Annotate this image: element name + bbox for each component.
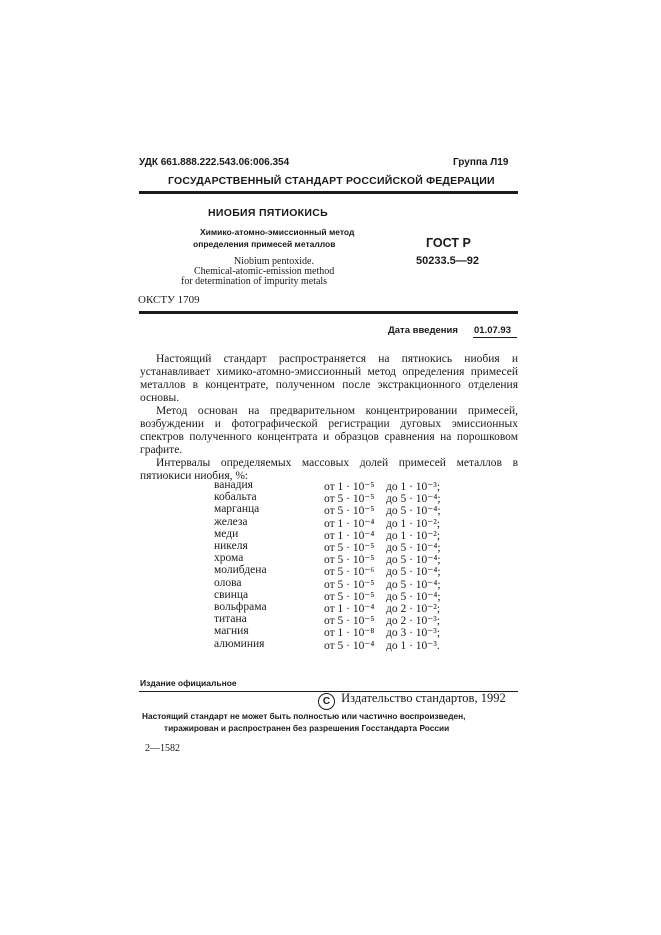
intro-date-underline <box>473 337 517 338</box>
element-name: молибдена <box>214 564 267 577</box>
element-name: алюминия <box>214 637 265 650</box>
range-row <box>214 540 454 552</box>
range-to: до 5 · 10⁻⁴; <box>386 590 441 603</box>
element-name: железа <box>214 515 248 528</box>
range-to: до 1 · 10⁻³; <box>386 481 441 493</box>
range-from: от 5 · 10⁻⁵ <box>324 578 375 591</box>
gost-number: 50233.5—92 <box>416 255 479 267</box>
range-to: до 1 · 10⁻²; <box>386 517 441 530</box>
element-name: хрома <box>214 552 244 565</box>
copyright-line <box>318 691 506 710</box>
paragraph-method: Метод основан на предварительном концентрировании примесей, возбуждении и фотографической регистрации дуговых эмиссионных спектров полученного концентрата и образцов сравнения на порошковом графите. <box>140 405 518 456</box>
range-row <box>214 491 454 506</box>
english-title-line1: Niobium pentoxide. <box>234 256 314 267</box>
range-row <box>214 638 454 650</box>
range-row <box>214 528 454 540</box>
okstu-code: ОКСТУ 1709 <box>138 294 200 306</box>
range-row <box>214 577 454 589</box>
reproduction-notice-line1: Настоящий стандарт не может быть полностью или частично воспроизведен, <box>142 711 466 721</box>
element-name: олова <box>214 576 242 589</box>
range-to: до 1 · 10⁻²; <box>386 529 441 542</box>
udk-code: УДК 661.888.222.543.06:006.354 <box>139 157 290 168</box>
range-from: от 1 · 10⁻⁵ <box>324 481 375 493</box>
state-standard-heading: ГОСУДАРСТВЕННЫЙ СТАНДАРТ РОССИЙСКОЙ ФЕДЕРАЦИИ <box>168 175 495 187</box>
range-row <box>214 503 454 518</box>
range-to: до 5 · 10⁻⁴; <box>386 554 441 567</box>
paragraph-scope: Настоящий стандарт распространяется на пятиокись ниобия и устанавливает химико-атомно-эмиссионный метод определения примесей металлов в концентрате, полученном после экстракционного отделения основы. <box>140 353 518 404</box>
range-to: до 2 · 10⁻²; <box>386 603 441 615</box>
copyright-icon: С <box>318 693 335 710</box>
english-title-line2: Chemical-atomic-emission method <box>194 266 335 277</box>
range-from: от 5 · 10⁻⁵ <box>324 554 375 567</box>
element-name: кобальта <box>214 491 257 504</box>
element-name: никеля <box>214 540 248 552</box>
range-row <box>214 552 454 567</box>
range-to: до 1 · 10⁻³. <box>386 639 440 652</box>
document-title: НИОБИЯ ПЯТИОКИСЬ <box>208 207 328 219</box>
print-code: 2—1582 <box>145 743 180 754</box>
copyright-text: Издательство стандартов, 1992 <box>341 691 506 705</box>
range-from: от 5 · 10⁻⁶ <box>324 566 375 579</box>
element-name: марганца <box>214 503 260 516</box>
document-subtitle-line2: определения примесей металлов <box>193 239 336 249</box>
gost-label: ГОСТ Р <box>426 236 471 250</box>
reproduction-notice-line2: тиражирован и распространен без разрешения Госстандарта России <box>164 723 450 733</box>
range-to: до 2 · 10⁻³; <box>386 615 441 628</box>
range-row <box>214 613 454 628</box>
range-to: до 5 · 10⁻⁴; <box>386 566 441 579</box>
intro-date-value: 01.07.93 <box>474 325 511 336</box>
range-row <box>214 479 454 491</box>
range-from: от 5 · 10⁻⁵ <box>324 542 375 554</box>
range-from: от 1 · 10⁻⁴ <box>324 517 375 530</box>
range-from: от 1 · 10⁻⁴ <box>324 529 375 542</box>
element-name: ванадия <box>214 479 253 491</box>
range-row <box>214 564 454 579</box>
official-edition-label: Издание официальное <box>140 678 237 688</box>
english-title-line3: for determination of impurity metals <box>181 276 328 287</box>
title-rule <box>139 311 518 314</box>
range-from: от 5 · 10⁻⁴ <box>324 639 375 652</box>
element-name: свинца <box>214 588 249 601</box>
element-name: титана <box>214 613 247 626</box>
impurity-ranges-table <box>214 479 454 652</box>
group-code: Группа Л19 <box>453 157 509 168</box>
range-row <box>214 625 454 640</box>
range-row <box>214 601 454 613</box>
element-name: магния <box>214 625 249 638</box>
range-from: от 1 · 10⁻⁸ <box>324 627 375 640</box>
range-to: до 5 · 10⁻⁴; <box>386 493 441 506</box>
element-name: вольфрама <box>214 601 267 613</box>
intro-date-label: Дата введения <box>388 325 458 336</box>
body-text <box>140 353 518 483</box>
range-to: до 3 · 10⁻³; <box>386 627 441 640</box>
range-from: от 5 · 10⁻⁵ <box>324 505 375 518</box>
range-from: от 5 · 10⁻⁵ <box>324 590 375 603</box>
paragraph-intervals: Интервалы определяемых массовых долей примесей металлов в пятиокиси ниобия, %: <box>140 457 518 482</box>
element-name: меди <box>214 527 239 540</box>
range-from: от 1 · 10⁻⁴ <box>324 603 375 615</box>
range-to: до 5 · 10⁻⁴; <box>386 578 441 591</box>
header-rule <box>139 191 518 194</box>
range-to: до 5 · 10⁻⁴; <box>386 542 441 554</box>
range-from: от 5 · 10⁻⁵ <box>324 493 375 506</box>
document-subtitle-line1: Химико-атомно-эмиссионный метод <box>200 227 355 237</box>
range-row <box>214 516 454 528</box>
range-row <box>214 589 454 601</box>
range-to: до 5 · 10⁻⁴; <box>386 505 441 518</box>
range-from: от 5 · 10⁻⁵ <box>324 615 375 628</box>
